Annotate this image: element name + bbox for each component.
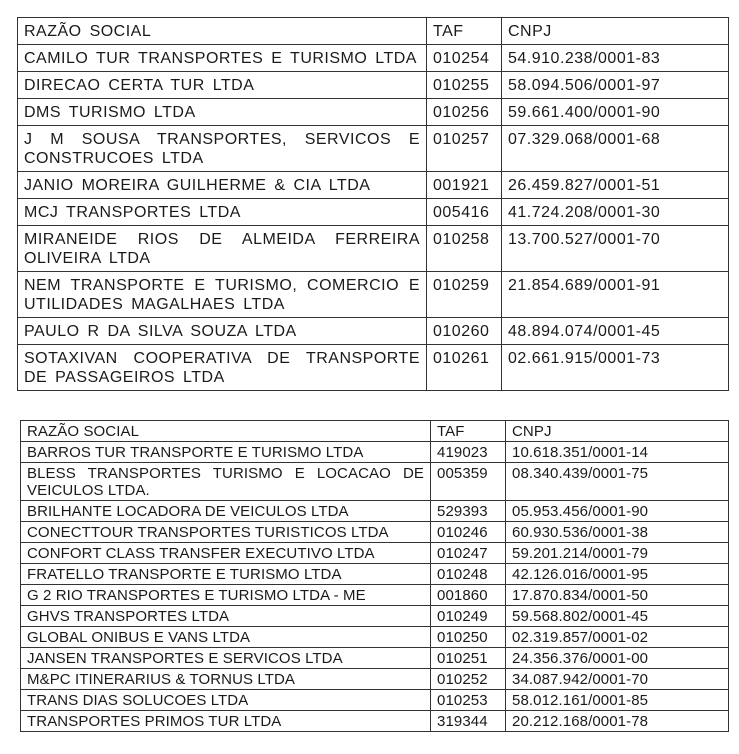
cell-taf: 010256 bbox=[427, 99, 502, 126]
cell-taf: 419023 bbox=[431, 442, 506, 463]
cell-taf: 010259 bbox=[427, 272, 502, 318]
cell-cnpj: 58.012.161/0001-85 bbox=[506, 690, 729, 711]
companies-table-1 bbox=[17, 17, 729, 391]
cell-cnpj: 13.700.527/0001-70 bbox=[502, 226, 729, 272]
table-row bbox=[21, 564, 729, 585]
table-row bbox=[21, 690, 729, 711]
cell-taf: 010255 bbox=[427, 72, 502, 99]
cell-razao-social: BLESS TRANSPORTES TURISMO E LOCACAO DE VEICULOS LTDA. bbox=[21, 463, 431, 501]
header-razao-social: RAZÃO SOCIAL bbox=[18, 18, 427, 45]
cell-razao-social: MCJ TRANSPORTES LTDA bbox=[18, 199, 427, 226]
table-row bbox=[21, 669, 729, 690]
cell-taf: 529393 bbox=[431, 501, 506, 522]
cell-cnpj: 07.329.068/0001-68 bbox=[502, 126, 729, 172]
cell-taf: 010247 bbox=[431, 543, 506, 564]
table-row bbox=[21, 463, 729, 501]
cell-taf: 319344 bbox=[431, 711, 506, 732]
cell-razao-social: J M SOUSA TRANSPORTES, SERVICOS E CONSTRUCOES LTDA bbox=[18, 126, 427, 172]
cell-cnpj: 59.568.802/0001-45 bbox=[506, 606, 729, 627]
cell-cnpj: 58.094.506/0001-97 bbox=[502, 72, 729, 99]
table-row bbox=[18, 72, 729, 99]
table-header-row bbox=[18, 18, 729, 45]
table-row bbox=[21, 522, 729, 543]
cell-taf: 010252 bbox=[431, 669, 506, 690]
table-row bbox=[21, 627, 729, 648]
cell-taf: 005359 bbox=[431, 463, 506, 501]
cell-cnpj: 02.661.915/0001-73 bbox=[502, 345, 729, 391]
cell-taf: 010250 bbox=[431, 627, 506, 648]
cell-razao-social: JANSEN TRANSPORTES E SERVICOS LTDA bbox=[21, 648, 431, 669]
cell-razao-social: MIRANEIDE RIOS DE ALMEIDA FERREIRA OLIVEIRA LTDA bbox=[18, 226, 427, 272]
cell-cnpj: 05.953.456/0001-90 bbox=[506, 501, 729, 522]
header-taf: TAF bbox=[431, 421, 506, 442]
cell-cnpj: 10.618.351/0001-14 bbox=[506, 442, 729, 463]
cell-cnpj: 24.356.376/0001-00 bbox=[506, 648, 729, 669]
table-row bbox=[18, 226, 729, 272]
cell-taf: 010261 bbox=[427, 345, 502, 391]
header-cnpj: CNPJ bbox=[506, 421, 729, 442]
table-row bbox=[18, 172, 729, 199]
cell-razao-social: BRILHANTE LOCADORA DE VEICULOS LTDA bbox=[21, 501, 431, 522]
cell-cnpj: 59.661.400/0001-90 bbox=[502, 99, 729, 126]
table-row bbox=[18, 45, 729, 72]
cell-cnpj: 02.319.857/0001-02 bbox=[506, 627, 729, 648]
cell-cnpj: 17.870.834/0001-50 bbox=[506, 585, 729, 606]
cell-razao-social: PAULO R DA SILVA SOUZA LTDA bbox=[18, 318, 427, 345]
table-row bbox=[21, 501, 729, 522]
cell-taf: 010249 bbox=[431, 606, 506, 627]
table-row bbox=[18, 272, 729, 318]
cell-cnpj: 42.126.016/0001-95 bbox=[506, 564, 729, 585]
cell-razao-social: TRANS DIAS SOLUCOES LTDA bbox=[21, 690, 431, 711]
cell-razao-social: CONECTTOUR TRANSPORTES TURISTICOS LTDA bbox=[21, 522, 431, 543]
cell-taf: 010257 bbox=[427, 126, 502, 172]
cell-razao-social: NEM TRANSPORTE E TURISMO, COMERCIO E UTILIDADES MAGALHAES LTDA bbox=[18, 272, 427, 318]
table-row bbox=[18, 126, 729, 172]
header-razao-social: RAZÃO SOCIAL bbox=[21, 421, 431, 442]
cell-cnpj: 54.910.238/0001-83 bbox=[502, 45, 729, 72]
cell-taf: 010258 bbox=[427, 226, 502, 272]
cell-razao-social: CAMILO TUR TRANSPORTES E TURISMO LTDA bbox=[18, 45, 427, 72]
cell-razao-social: M&PC ITINERARIUS & TORNUS LTDA bbox=[21, 669, 431, 690]
cell-cnpj: 21.854.689/0001-91 bbox=[502, 272, 729, 318]
cell-taf: 005416 bbox=[427, 199, 502, 226]
header-cnpj: CNPJ bbox=[502, 18, 729, 45]
cell-taf: 010254 bbox=[427, 45, 502, 72]
cell-taf: 010248 bbox=[431, 564, 506, 585]
header-taf: TAF bbox=[427, 18, 502, 45]
cell-cnpj: 34.087.942/0001-70 bbox=[506, 669, 729, 690]
cell-razao-social: G 2 RIO TRANSPORTES E TURISMO LTDA - ME bbox=[21, 585, 431, 606]
table-header-row bbox=[21, 421, 729, 442]
cell-taf: 010253 bbox=[431, 690, 506, 711]
table-row bbox=[21, 585, 729, 606]
table-row bbox=[21, 543, 729, 564]
cell-cnpj: 08.340.439/0001-75 bbox=[506, 463, 729, 501]
cell-cnpj: 59.201.214/0001-79 bbox=[506, 543, 729, 564]
cell-taf: 001921 bbox=[427, 172, 502, 199]
cell-razao-social: GLOBAL ONIBUS E VANS LTDA bbox=[21, 627, 431, 648]
cell-razao-social: TRANSPORTES PRIMOS TUR LTDA bbox=[21, 711, 431, 732]
table-row bbox=[18, 99, 729, 126]
cell-razao-social: JANIO MOREIRA GUILHERME & CIA LTDA bbox=[18, 172, 427, 199]
companies-table-2 bbox=[20, 420, 729, 732]
cell-razao-social: SOTAXIVAN COOPERATIVA DE TRANSPORTE DE PASSAGEIROS LTDA bbox=[18, 345, 427, 391]
cell-razao-social: CONFORT CLASS TRANSFER EXECUTIVO LTDA bbox=[21, 543, 431, 564]
table-row bbox=[18, 318, 729, 345]
table-row bbox=[21, 711, 729, 732]
table-row bbox=[18, 345, 729, 391]
cell-razao-social: FRATELLO TRANSPORTE E TURISMO LTDA bbox=[21, 564, 431, 585]
cell-taf: 010246 bbox=[431, 522, 506, 543]
table-row bbox=[21, 442, 729, 463]
cell-razao-social: DMS TURISMO LTDA bbox=[18, 99, 427, 126]
cell-razao-social: DIRECAO CERTA TUR LTDA bbox=[18, 72, 427, 99]
cell-razao-social: BARROS TUR TRANSPORTE E TURISMO LTDA bbox=[21, 442, 431, 463]
cell-cnpj: 41.724.208/0001-30 bbox=[502, 199, 729, 226]
cell-razao-social: GHVS TRANSPORTES LTDA bbox=[21, 606, 431, 627]
cell-cnpj: 60.930.536/0001-38 bbox=[506, 522, 729, 543]
table-row bbox=[21, 606, 729, 627]
table-row bbox=[21, 648, 729, 669]
cell-taf: 001860 bbox=[431, 585, 506, 606]
cell-cnpj: 20.212.168/0001-78 bbox=[506, 711, 729, 732]
cell-taf: 010251 bbox=[431, 648, 506, 669]
cell-cnpj: 26.459.827/0001-51 bbox=[502, 172, 729, 199]
cell-cnpj: 48.894.074/0001-45 bbox=[502, 318, 729, 345]
cell-taf: 010260 bbox=[427, 318, 502, 345]
table-row bbox=[18, 199, 729, 226]
